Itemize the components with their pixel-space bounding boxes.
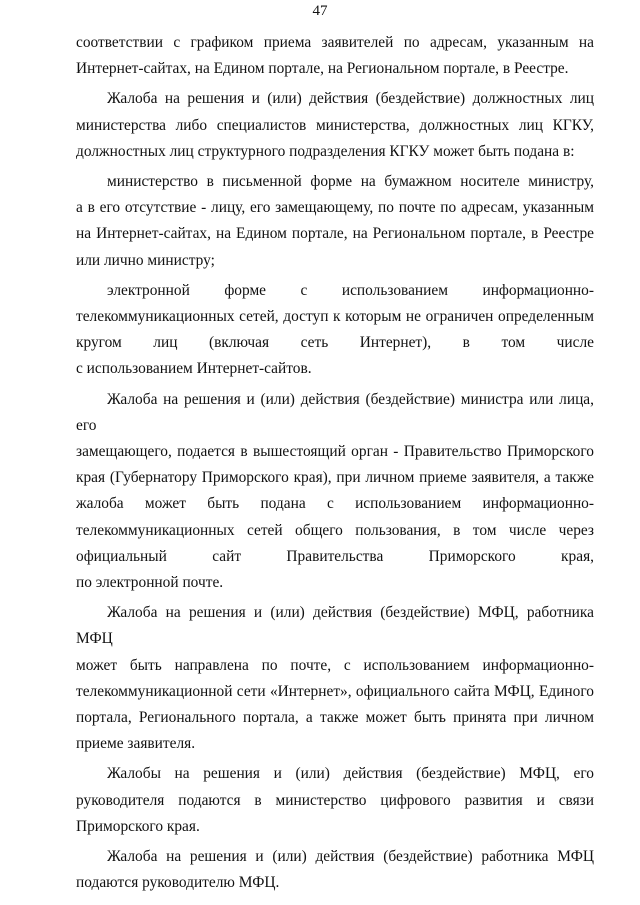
text-line: телекоммуникационных сетей общего пользования, в том числе через [76, 521, 594, 539]
text-line: кругом лиц (включая сеть Интернет), в том числе [76, 334, 594, 352]
text-line: телекоммуникационной сети «Интернет», официального сайта МФЦ, Единого [76, 682, 594, 700]
paragraph [76, 86, 594, 165]
paragraph [76, 278, 594, 383]
text-line: с использованием Интернет-сайтов. [76, 360, 312, 378]
text-line: должностных лиц структурного подразделения КГКУ может быть подана в: [76, 142, 575, 160]
text-line: а в его отсутствие - лицу, его замещающему, по почте по адресам, указанным [76, 199, 594, 217]
text-line: электронной форме с использованием информационно- [107, 281, 594, 299]
text-line: по электронной почте. [76, 574, 224, 592]
text-line: жалоба может быть подана с использованием информационно- [76, 495, 594, 513]
paragraph [76, 844, 594, 896]
text-line: Жалоба на решения и (или) действия (бездействие) должностных лиц [107, 90, 594, 108]
text-line: может быть направлена по почте, с использованием информационно- [76, 656, 594, 674]
text-line: или лично министру; [76, 251, 215, 269]
paragraph [76, 30, 594, 82]
text-line: Жалобы на решения и (или) действия (бездействие) МФЦ, его [107, 765, 594, 783]
page-number: 47 [312, 3, 328, 19]
paragraph [76, 600, 594, 757]
text-line: официальный сайт Правительства Приморского края, [76, 547, 594, 565]
text-line: Жалоба на решения и (или) действия (бездействие) министра или лица, его [76, 390, 594, 434]
text-line: Приморского края. [76, 817, 200, 835]
paragraph [76, 387, 594, 597]
text-line: соответствии с графиком приема заявителей по адресам, указанным на [76, 34, 594, 51]
text-line: руководителя подаются в министерство цифрового развития и связи [76, 791, 594, 809]
text-line: Интернет-сайтах, на Едином портале, на Региональном портале, в Реестре. [76, 60, 569, 78]
text-line: края (Губернатору Приморского края), при личном приеме заявителя, а также [76, 469, 594, 487]
text-line: телекоммуникационных сетей, доступ к которым не ограничен определенным [76, 308, 594, 326]
document-body [76, 30, 594, 901]
text-line: Жалоба на решения и (или) действия (бездействие) МФЦ, работника МФЦ [76, 604, 594, 648]
text-line: Жалоба на решения и (или) действия (бездействие) работника МФЦ [107, 848, 594, 866]
text-line: подаются руководителю МФЦ. [76, 874, 280, 892]
text-line: министерство в письменной форме на бумажном носителе министру, [107, 173, 594, 191]
paragraph [76, 169, 594, 274]
paragraph [76, 761, 594, 840]
text-line: портала, Регионального портала, а также может быть принята при личном [76, 709, 594, 727]
text-line: на Интернет-сайтах, на Едином портале, на Региональном портале, в Реестре [76, 225, 594, 243]
text-line: замещающего, подается в вышестоящий орган - Правительство Приморского [76, 443, 594, 461]
text-line: приеме заявителя. [76, 735, 196, 753]
text-line: министерства либо специалистов министерства, должностных лиц КГКУ, [76, 116, 594, 134]
